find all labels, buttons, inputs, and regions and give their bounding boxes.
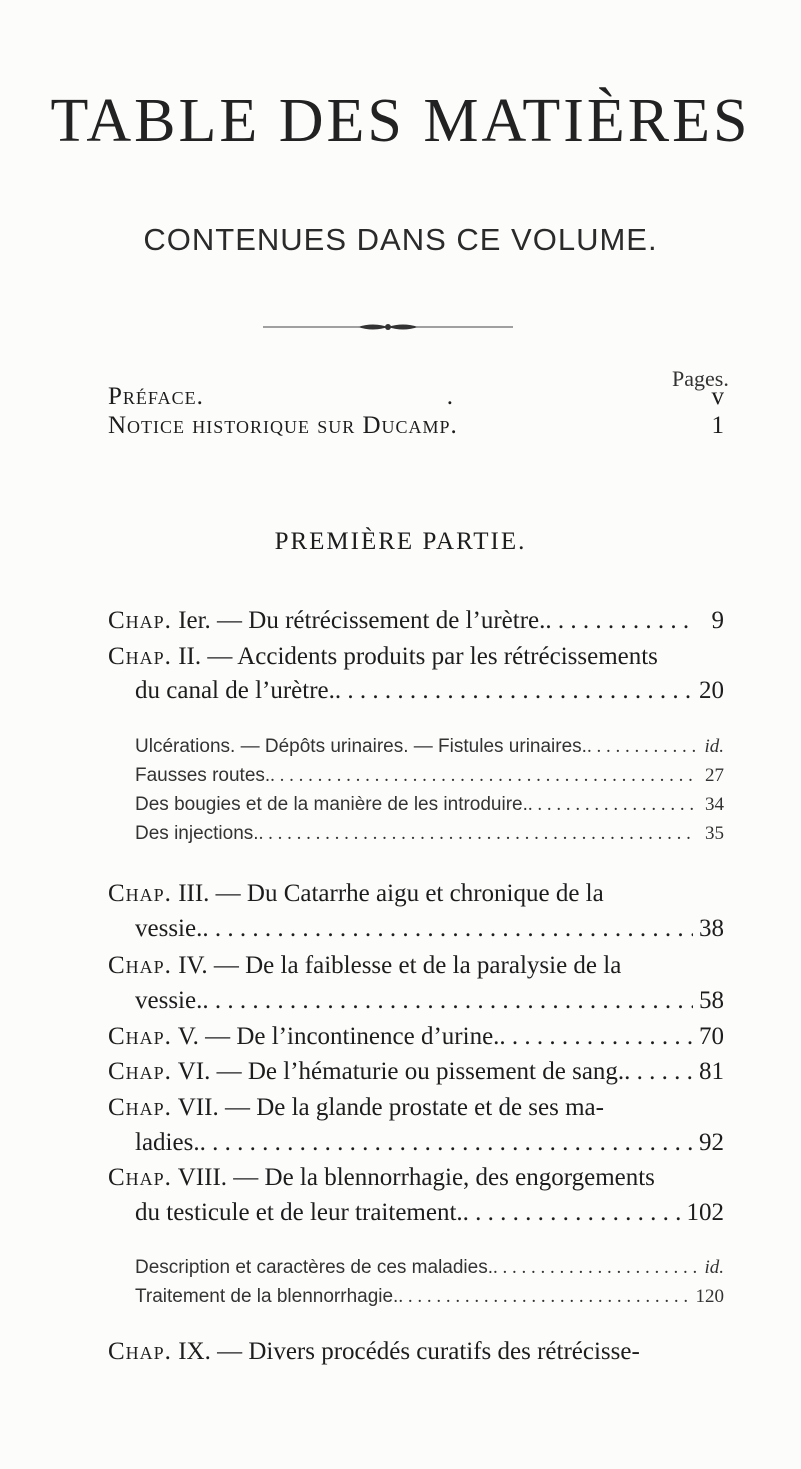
page-subtitle: CONTENUES DANS CE VOLUME. (143, 222, 658, 257)
toc-entry-label: II. — Accidents produits par les rétrécissements (178, 643, 658, 670)
toc-row-chap2-cont[interactable] (135, 677, 724, 705)
toc-entry-label: Ulcérations. — Dépôts urinaires. — Fistules urinaires. (135, 736, 587, 757)
toc-row-chap2[interactable] (108, 643, 724, 671)
toc-row-chap3-cont[interactable] (135, 915, 724, 943)
chap-label: Chap. (108, 643, 172, 670)
toc-page-number: 70 (699, 1023, 724, 1050)
toc-row-sub4[interactable] (135, 823, 724, 845)
toc-entry-label: Fausses routes. (135, 765, 271, 786)
toc-entry-label: Description et caractères de ces maladies. (135, 1257, 493, 1278)
section-title: PREMIÈRE PARTIE. (274, 528, 527, 555)
toc-entry-label: Des injections. (135, 823, 259, 844)
toc-row-sub1[interactable] (135, 736, 724, 758)
toc-entry-label: Préface. (108, 383, 204, 410)
toc-entry-label: Notice historique sur Ducamp. (108, 412, 458, 439)
toc-entry-label: du canal de l’urètre. (135, 677, 335, 704)
chap-label: Chap. (108, 1058, 172, 1085)
toc-page-number: 34 (705, 794, 724, 815)
toc-entry-label: V. — De l’incontinence d’urine. (177, 1023, 500, 1050)
toc-row-chap9[interactable] (108, 1338, 724, 1366)
toc-row-chap8-cont[interactable] (135, 1199, 724, 1227)
toc-row-chap8[interactable] (108, 1164, 724, 1192)
toc-row-chap7-cont[interactable] (135, 1129, 724, 1157)
toc-row-sub3[interactable] (135, 794, 724, 816)
toc-row-notice[interactable] (108, 412, 724, 440)
toc-page-number: 120 (695, 1286, 724, 1307)
toc-page-number: 58 (699, 987, 724, 1014)
toc-row-chap3[interactable] (108, 880, 724, 908)
toc-entry-label: IV. — De la faiblesse et de la paralysie de la (178, 952, 622, 979)
toc-entry-label: vessie. (135, 987, 203, 1014)
chap-label: Chap. (108, 1164, 172, 1191)
toc-page-number: 9 (711, 607, 724, 634)
toc-entry-label: vessie. (135, 915, 203, 942)
chap-label: Chap. (108, 1023, 172, 1050)
toc-row-chap4[interactable] (108, 952, 724, 980)
pages-column-header: Pages. (672, 366, 729, 391)
toc-entry-label: VIII. — De la blennorrhagie, des engorgements (177, 1164, 655, 1191)
toc-page-number: id. (704, 736, 724, 757)
chap-label: Chap. (108, 880, 172, 907)
toc-page-number: 38 (699, 915, 724, 942)
chap-label: Chap. (108, 607, 172, 634)
toc-row-sub5[interactable] (135, 1257, 724, 1279)
toc-row-sub6[interactable] (135, 1286, 724, 1308)
toc-row-chap7[interactable] (108, 1094, 724, 1122)
toc-page-number: id. (704, 1257, 724, 1278)
toc-entry-label: du testicule et de leur traitement. (135, 1199, 463, 1226)
toc-entry-label: Traitement de la blennorrhagie. (135, 1286, 399, 1307)
toc-page-number: 81 (699, 1058, 724, 1085)
chap-label: Chap. (108, 1338, 172, 1365)
toc-page-number: 102 (686, 1199, 724, 1226)
toc-entry-label: ladies. (135, 1129, 200, 1156)
toc-row-chap6[interactable] (108, 1058, 724, 1086)
toc-row-chap4-cont[interactable] (135, 987, 724, 1015)
toc-entry-label: VI. — De l’hématurie ou pissement de sang. (177, 1058, 625, 1085)
toc-page-number: 27 (705, 765, 724, 786)
ornament-rule-icon (263, 321, 513, 333)
toc-row-sub2[interactable] (135, 765, 724, 787)
toc-entry-label: VII. — De la glande prostate et de ses ma- (177, 1094, 604, 1121)
toc-entry-label: III. — Du Catarrhe aigu et chronique de la (178, 880, 604, 907)
toc-row-chap1[interactable] (108, 607, 724, 635)
toc-entry-label: IX. — Divers procédés curatifs des rétrécisse- (178, 1338, 640, 1365)
toc-page-number: 1 (711, 412, 724, 439)
page-title: TABLE DES MATIÈRES (50, 87, 751, 155)
toc-entry-label: Des bougies et de la manière de les introduire. (135, 794, 528, 815)
toc-page-number: 20 (699, 677, 724, 704)
toc-page-number: 35 (705, 823, 724, 844)
toc-row-preface[interactable]: Préface. . v (108, 383, 724, 410)
toc-page-number: v (711, 383, 724, 410)
chap-label: Chap. (108, 952, 172, 979)
toc-page-number: 92 (699, 1129, 724, 1156)
toc-entry-label: Ier. — Du rétrécissement de l’urètre. (178, 607, 546, 634)
chap-label: Chap. (108, 1094, 172, 1121)
toc-row-chap5[interactable] (108, 1023, 724, 1051)
